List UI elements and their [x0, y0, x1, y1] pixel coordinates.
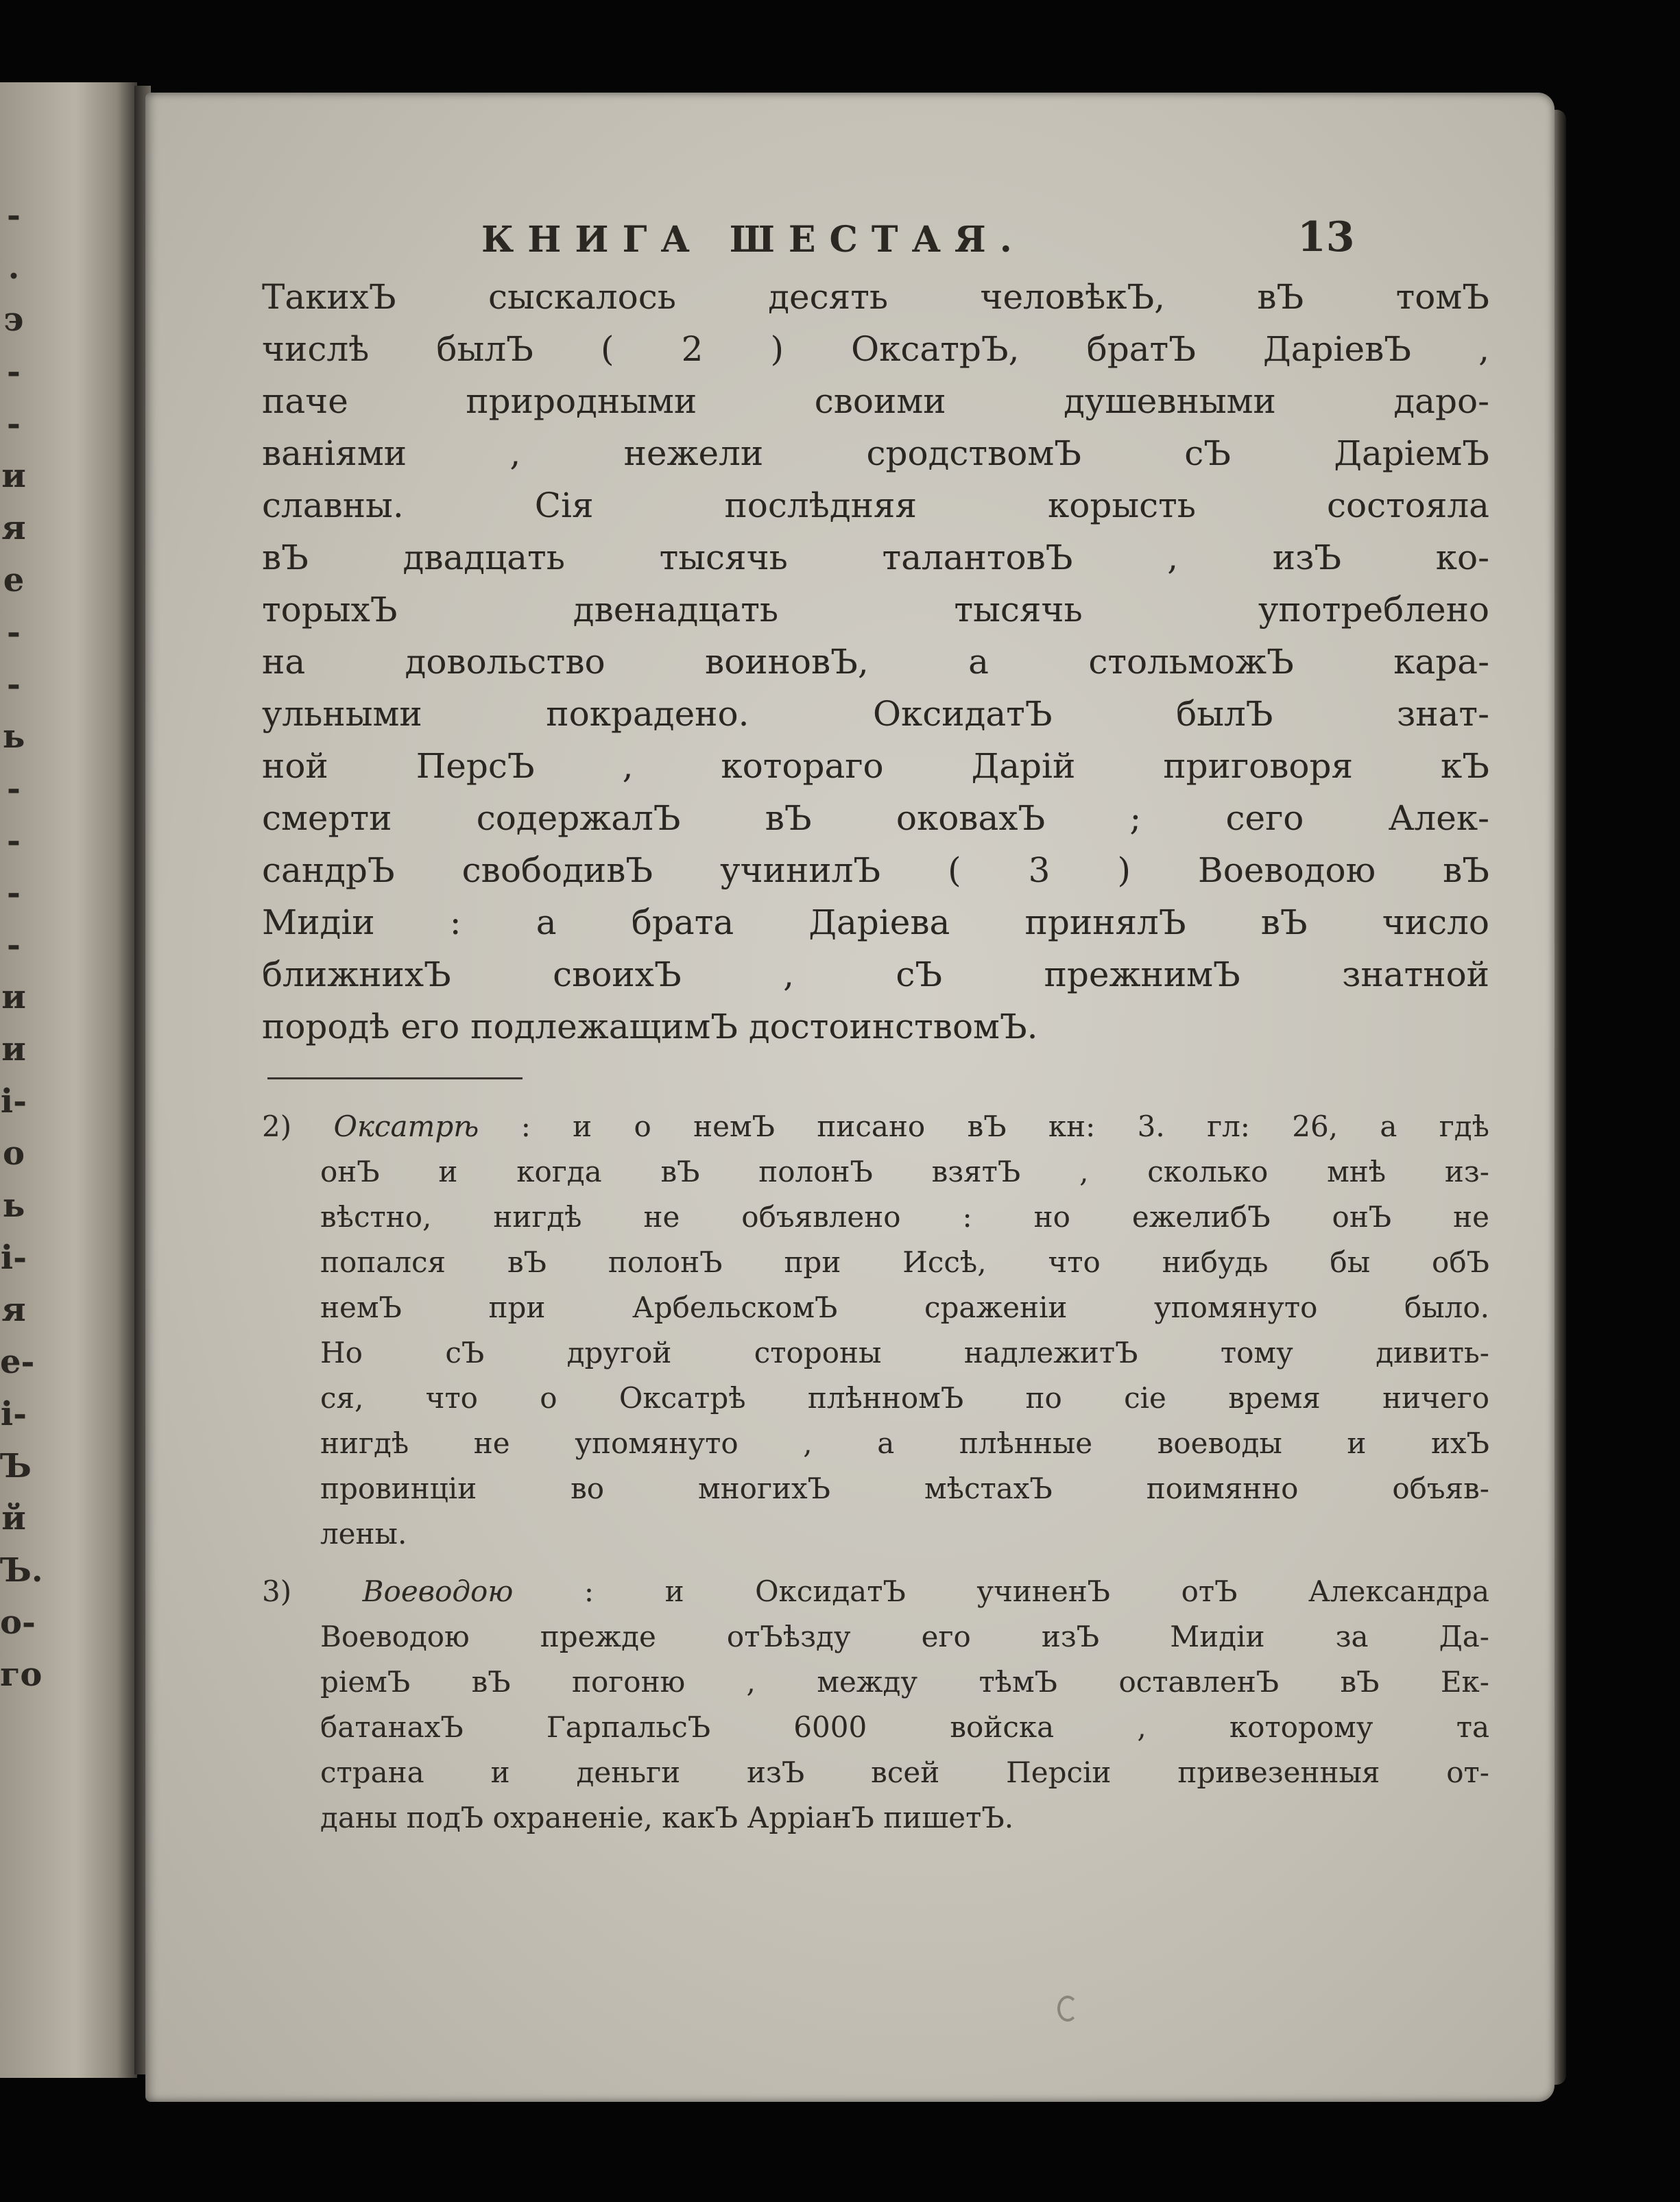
footnote-lines [262, 1569, 1489, 1841]
text-line: смерти содержалЪ вЪ оковахЪ ; сего Алек- [262, 798, 1489, 838]
left-facing-page [0, 82, 137, 2078]
left-page-fragment: я [1, 509, 26, 547]
left-page-fragment: Ъ. [0, 1551, 43, 1590]
footnote-2 [262, 1104, 1489, 1557]
footnote-3 [262, 1569, 1489, 1841]
left-page-fragment: й [1, 1499, 26, 1537]
left-page-fragment: о- [0, 1603, 36, 1642]
text-line: ближнихЪ своихЪ , сЪ прежнимЪ знатной [262, 955, 1489, 994]
left-page-fragment: и [1, 1030, 26, 1068]
footnote-line: Воеводою прежде отЪѣзду его изЪ Мидіи за Да- [320, 1620, 1489, 1653]
page-number: 13 [1297, 213, 1355, 261]
footnote-separator-rule [267, 1077, 523, 1079]
left-page-fragment: . [8, 248, 20, 287]
left-page-fragment: - [7, 405, 21, 443]
footnote-lines [262, 1104, 1489, 1557]
text-line: породѣ его подлежащимЪ достоинствомЪ. [262, 1007, 1038, 1046]
left-page-fragment: я [1, 1291, 26, 1329]
running-head [145, 209, 1555, 271]
text-line: на довольство воиновЪ, а стольможЪ кара- [262, 642, 1489, 682]
ink-smudge-mark [1057, 1996, 1078, 2022]
text-line: числѣ былЪ ( 2 ) ОксатрЪ, братЪ ДаріевЪ , [262, 329, 1489, 369]
footnote-line: вѣстно, нигдѣ не объявлено : но ежелибЪ онЪ не [320, 1200, 1489, 1234]
text-line: ульными покрадено. ОксидатЪ былЪ знат- [262, 694, 1489, 734]
text-line: паче природными своими душевными даро- [262, 381, 1489, 421]
footnote-line: онЪ и когда вЪ полонЪ взятЪ , сколько мнѣ из- [320, 1155, 1489, 1188]
text-line: ТакихЪ сыскалось десять человѣкЪ, вЪ томЪ [262, 277, 1489, 317]
left-page-fragment: - [7, 352, 21, 391]
left-page-fragment: і- [0, 1238, 27, 1277]
left-page-fragment: е [3, 561, 25, 599]
footnote-marker: 3) [262, 1575, 292, 1608]
footnote-term: Воеводою [362, 1575, 514, 1608]
left-page-fragment: - [7, 196, 21, 235]
footnote-line: провинціи во многихЪ мѣстахЪ поимянно объяв- [320, 1472, 1489, 1505]
left-page-fragment: і- [0, 1082, 27, 1121]
text-line: торыхЪ двенадцать тысячь употреблено [262, 590, 1489, 630]
left-page-fragment: Ъ [0, 1447, 32, 1485]
text-line: ваніями , нежели сродствомЪ сЪ ДаріемЪ [262, 433, 1489, 473]
book-page [145, 93, 1555, 2102]
footnote-text: : и о немЪ писано вЪ кн: 3. гл: 26, а гдѣ [520, 1110, 1489, 1143]
text-line: Мидіи : а брата Даріева принялЪ вЪ число [262, 902, 1489, 942]
left-page-fragment: - [7, 769, 21, 808]
main-text-body [262, 271, 1489, 1053]
left-page-fragment: э [3, 300, 24, 339]
footnotes [262, 1104, 1489, 1853]
text-line: вЪ двадцать тысячь талантовЪ , изЪ ко- [262, 538, 1489, 577]
footnote-line: батанахЪ ГарпальсЪ 6000 войска , которому та [320, 1710, 1489, 1744]
footnote-term: Оксатрѣ [333, 1110, 479, 1143]
footnote-line: лены. [320, 1517, 407, 1551]
footnote-line: попался вЪ полонЪ при Иссѣ, что нибудь бы обЪ [320, 1245, 1489, 1279]
left-page-fragment: - [7, 613, 21, 651]
left-page-fragment: о [2, 1134, 25, 1173]
left-page-fragment: ь [2, 717, 25, 756]
footnote-marker: 2) [262, 1110, 292, 1143]
left-page-fragment: го [0, 1655, 43, 1694]
left-page-fragment: - [7, 822, 21, 860]
footnote-text: : и ОксидатЪ учиненЪ отЪ Александра [584, 1575, 1489, 1608]
footnote-line: ся, что о Оксатрѣ плѣнномЪ по сіе время ничего [320, 1381, 1489, 1415]
left-page-fragment: - [7, 665, 21, 704]
text-line: сандрЪ свободивЪ учинилЪ ( 3 ) Воеводою вЪ [262, 850, 1489, 890]
left-page-fragment: - [7, 874, 21, 912]
footnote-line: Но сЪ другой стороны надлежитЪ тому дивить- [320, 1336, 1489, 1369]
left-page-fragment: и [1, 457, 26, 495]
text-line: славны. Сія послѣдняя корысть состояла [262, 486, 1489, 525]
book-section-title: КНИГА ШЕСТАЯ. [481, 219, 1026, 261]
footnote-first-line [262, 1569, 1489, 1614]
footnote-first-line [262, 1104, 1489, 1149]
left-page-fragment: ь [2, 1186, 25, 1225]
text-line: ной ПерсЪ , котораго Дарій приговоря кЪ [262, 746, 1489, 786]
left-page-fragment: е- [0, 1343, 35, 1381]
left-page-fragment: і- [0, 1395, 27, 1433]
footnote-line: немЪ при АрбельскомЪ сраженіи упомянуто было. [320, 1291, 1489, 1324]
left-page-fragment: - [7, 926, 21, 964]
footnote-line: нигдѣ не упомянуто , а плѣнные воеводы и ихЪ [320, 1426, 1489, 1460]
footnote-line: ріемЪ вЪ погоню , между тѣмЪ оставленЪ вЪ Ек- [320, 1665, 1489, 1699]
left-page-fragment: и [1, 978, 26, 1016]
footnote-line: даны подЪ охраненіе, какЪ АрріанЪ пишетЪ. [320, 1801, 1014, 1834]
footnote-line: страна и деньги изЪ всей Персіи привезенныя от- [320, 1756, 1489, 1789]
